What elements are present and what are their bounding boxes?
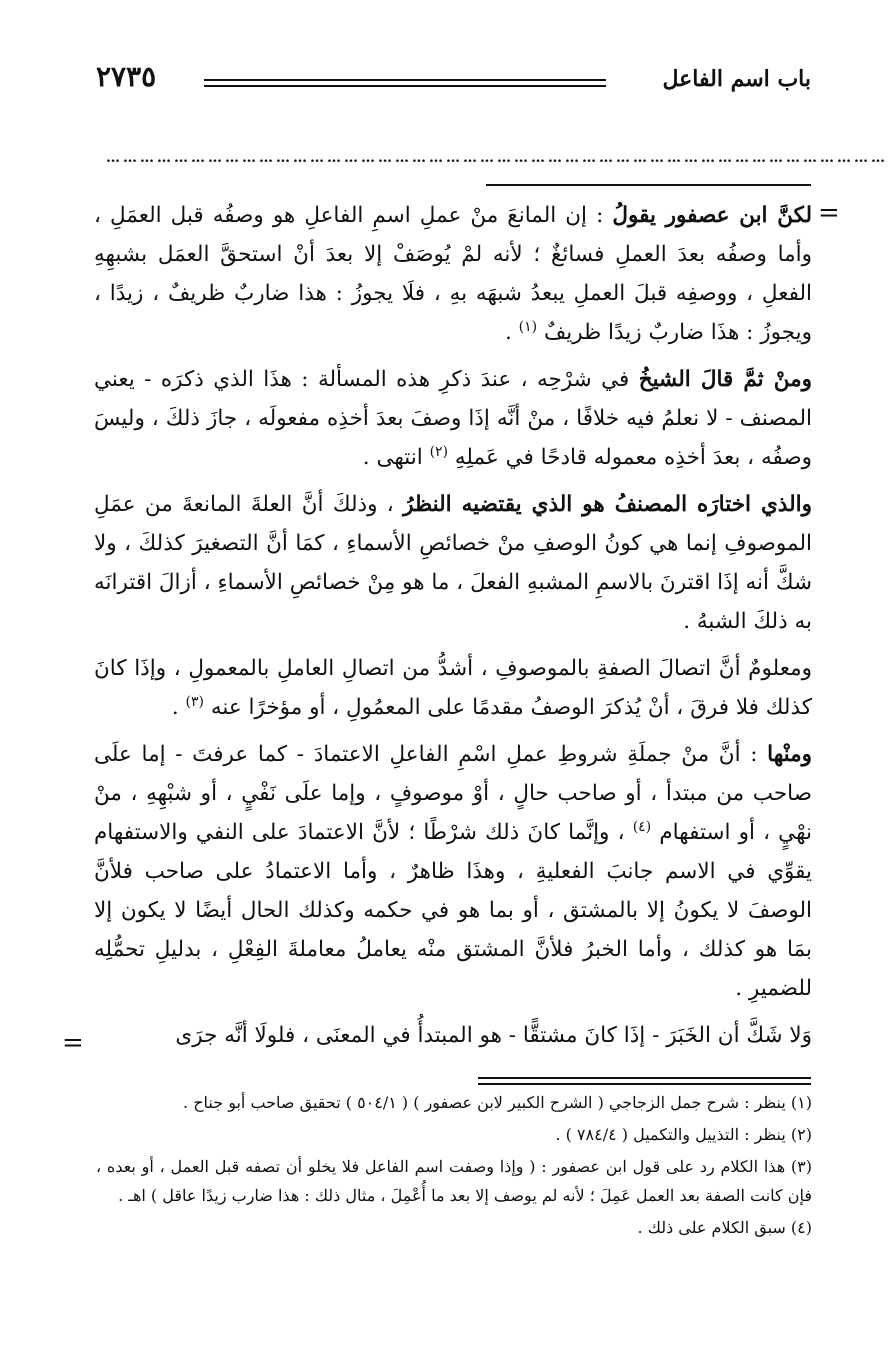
paragraph-tail: انتهى . bbox=[362, 445, 430, 470]
paragraph bbox=[94, 735, 812, 1008]
paragraph-text: ، وذلكَ أنَّ العلةَ المانعةَ من عمَلِ الموصوفِ إنما هي كونُ الوصفِ منْ خصائصِ الأسماءِ ، كمَا أنَّ التصغيرَ كذلكَ ، ولا شكَّ أنه إذَا اقترنَ بالاسمِ المشبهِ الفعلَ ، ما هو مِنْ خصائصِ الأسماءِ ، أزالَ اقترانَه به ذلكَ الشبهُ . bbox=[94, 492, 812, 634]
paragraph-text: : إن المانعَ منْ عملِ اسمِ الفاعلِ هو وصفُه قبل العمَلِ ، وأما وصفُه بعدَ العملِ فسائغٌ ؛ لأنه لمْ يُوصَفْ إلا بعدَ أنْ استحقَّ العمَل بشبهِهِ الفعلِ ، ووصفِه قبلَ العملِ يبعدُ شبهَه بهِ ، فلَا يجوزُ : هذا ضاربٌ ظريفٌ ، زيدًا ، ويجوزُ : هذَا ضاربٌ زيدًا ظريفٌ bbox=[94, 203, 812, 345]
paragraph-text: في شرْحِه ، عندَ ذكرِ هذه المسألة : هذَا الذي ذكرَه - يعني المصنف - لا نعلمُ فيه خلافًا ، منْ أنَّه إذَا وصفَ بعدَ أخذِه مفعولَه ، جازَ ذلكَ ، وليسَ وصفُه ، بعدَ أخذِه معموله قادحًا في عَملِهِ bbox=[94, 367, 812, 470]
continuation-mark-end: = bbox=[62, 1028, 84, 1058]
main-text bbox=[94, 196, 812, 1063]
paragraph bbox=[94, 196, 812, 352]
paragraph-tail: . bbox=[171, 695, 186, 720]
paragraph-text: : أنَّ منْ جملَةِ شروطِ عملِ اسْمِ الفاعلِ الاعتمادَ - كما عرفتَ - إما علَى صاحب من مبتدأ ، أو صاحب حالٍ ، أوْ موصوفٍ ، وإما علَى نَفْيٍ ، أو شبْهِهِ ، منْ نهْيٍ ، أو استفهام bbox=[94, 742, 812, 845]
paragraph-lead: والذي اختارَه المصنفُ هو الذي يقتضيه النظرُ bbox=[403, 492, 812, 517]
footnote: (٣) هذا الكلام رد على قول ابن عصفور : ( وإذا وصفت اسم الفاعل فلا يخلو أن تصفه قبل العمل ، أو بعده ، فإن كانت الصفة بعد العمل عَمِلَ ؛ لأنه لم يوصف إلا بعد ما أُعْمِلَ ، مثال ذلك : هذا ضارب زيدًا عاقل ) اهـ . bbox=[96, 1157, 812, 1205]
paragraph-tail: . bbox=[505, 320, 519, 345]
continuation-mark-start: = bbox=[818, 198, 840, 228]
paragraph bbox=[94, 1016, 812, 1055]
section-rule bbox=[486, 184, 811, 186]
footnote-ref: (١) bbox=[518, 318, 538, 335]
paragraph bbox=[94, 485, 812, 641]
footnote-rule bbox=[478, 1077, 811, 1085]
paragraph-text: ومعلومٌ أنَّ اتصالَ الصفةِ بالموصوفِ ، أشدُّ من اتصالِ العاملِ بالمعمولِ ، وإذَا كانَ كذلك فلا فرقَ ، أنْ يُذكرَ الوصفُ مقدمًا على المعمُولِ ، أو مؤخرًا عنه bbox=[94, 656, 812, 720]
paragraph-tail: ، وإنَّما كانَ ذلك شرْطًا ؛ لأنَّ الاعتمادَ على النفي والاستفهام يقوِّي في الاسم جانبَ الفعليةِ ، وهذَا ظاهرٌ ، وأما الاعتمادُ على صاحب فلأنَّ الوصفَ لا يكونُ إلا بالمشتق ، أو بما هو في حكمه وكذلك الحال أيضًا لا يكون إلا بمَا هو كذلك ، وأما الخبرُ فلأنَّ المشتق منْه يعاملُ معاملةَ الفِعْلِ ، بدليلِ تحمُّلِه للضميرِ . bbox=[94, 820, 812, 1001]
footnotes bbox=[96, 1088, 812, 1245]
page-header bbox=[96, 62, 811, 102]
paragraph-text: وَلا شَكَّ أن الخَبَرَ - إذَا كانَ مشتقًّا - هو المبتدأُ في المعنَى ، فلولَا أنَّه جرَى bbox=[175, 1023, 812, 1048]
footnote-ref: (٣) bbox=[185, 693, 204, 710]
footnote-ref: (٤) bbox=[632, 818, 652, 835]
dotted-separator: ………………………………………………………………………………………………………………………… bbox=[106, 150, 888, 166]
footnote-ref: (٢) bbox=[429, 443, 449, 460]
page-number: ٢٧٣٥ bbox=[96, 60, 157, 93]
paragraph-lead: ومنْ ثمَّ قالَ الشيخُ bbox=[638, 367, 812, 392]
paragraph-lead: لكنَّ ابن عصفور يقولُ bbox=[612, 203, 813, 228]
paragraph-lead: ومنْها bbox=[767, 742, 812, 767]
footnote: (٢) ينظر : التذييل والتكميل ( ٧٨٤/٤ ) . bbox=[555, 1125, 812, 1144]
chapter-title: باب اسم الفاعل bbox=[662, 66, 811, 92]
paragraph bbox=[94, 360, 812, 477]
paragraph bbox=[94, 649, 812, 727]
footnote: (١) ينظر : شرح جمل الزجاجي ( الشرح الكبير لابن عصفور ) ( ٥٠٤/١ ) تحقيق صاحب أبو جناح . bbox=[183, 1093, 812, 1112]
header-rule bbox=[204, 79, 606, 87]
footnote: (٤) سبق الكلام على ذلك . bbox=[637, 1218, 812, 1237]
